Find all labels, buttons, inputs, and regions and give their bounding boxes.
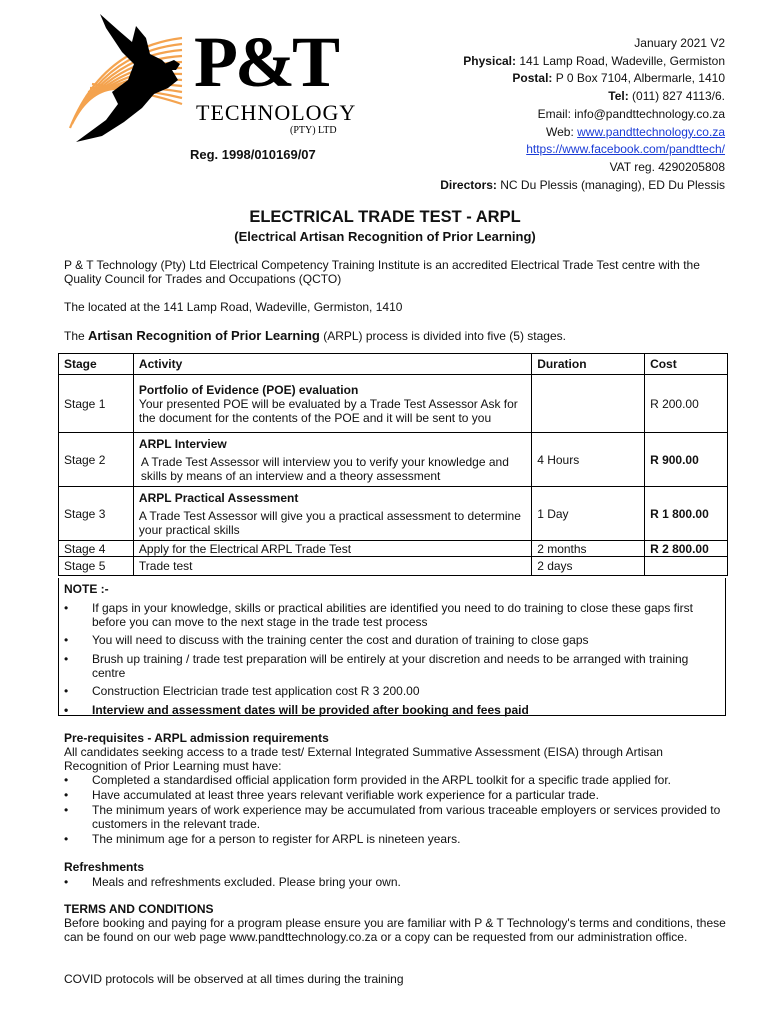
stage-cell: Stage 4 xyxy=(59,541,134,557)
cost-cell: R 200.00 xyxy=(645,375,728,433)
intro-accreditation: P & T Technology (Pty) Ltd Electrical Competency Training Institute is an accredited Electrical Trade Test centre with the Quality Council for Trades and Occupations (QCTO) xyxy=(64,258,700,286)
cost-cell: R 900.00 xyxy=(645,433,728,487)
stage-cell: Stage 1 xyxy=(59,375,134,433)
header-duration: Duration xyxy=(532,354,645,375)
website-link[interactable]: www.pandttechnology.co.za xyxy=(577,124,725,139)
bullet-icon: • xyxy=(64,684,69,698)
cost-cell: R 1 800.00 xyxy=(645,487,728,541)
header-stage: Stage xyxy=(59,354,134,375)
refreshments-title: Refreshments xyxy=(64,860,145,874)
activity-cell xyxy=(133,487,531,541)
activity-text: Your presented POE will be evaluated by a Trade Test Assessor Ask for the document for the contents of the POE and it will be sent to you xyxy=(138,396,518,425)
activity-title: Portfolio of Evidence (POE) evaluation xyxy=(138,382,359,397)
terms-title: TERMS AND CONDITIONS xyxy=(64,902,214,916)
bullet-icon: • xyxy=(64,875,69,889)
stage-cell: Stage 3 xyxy=(59,487,134,541)
activity-cell xyxy=(133,375,531,433)
table-row xyxy=(59,541,728,557)
logo-suffix-text: (PTY) LTD xyxy=(290,125,337,136)
registration-number: Reg. 1998/010169/07 xyxy=(190,147,316,162)
stages-table xyxy=(58,353,728,576)
directors: Directors: NC Du Plessis (managing), ED Du Plessis xyxy=(440,177,725,192)
activity-title: ARPL Interview xyxy=(138,436,227,451)
table-row xyxy=(59,375,728,433)
stage-cell: Stage 5 xyxy=(59,557,134,576)
header-cost: Cost xyxy=(645,354,728,375)
logo-brand-text: TECHNOLOGY xyxy=(196,100,357,125)
table-header-row xyxy=(59,354,728,375)
bullet-icon: • xyxy=(64,832,69,846)
contact-block xyxy=(440,35,725,194)
activity-title: ARPL Practical Assessment xyxy=(138,490,299,505)
email: Email: info@pandttechnology.co.za xyxy=(537,106,725,121)
bullet-icon: • xyxy=(64,633,69,647)
activity-cell xyxy=(133,433,531,487)
postal-address: Postal: P 0 Box 7104, Albermarle, 1410 xyxy=(512,71,725,86)
activity-text: A Trade Test Assessor will give you a practical assessment to determine your practical skills xyxy=(138,508,521,537)
duration-cell: 2 days xyxy=(532,557,645,576)
terms-text: Before booking and paying for a program please ensure you are familiar with P & T Technology's terms and conditions, these can be found on our web page www.pandttechnology.co.za or a copy can be requested from our administration office. xyxy=(64,916,726,944)
page-subtitle: (Electrical Artisan Recognition of Prior Learning) xyxy=(234,229,536,244)
website: Web: www.pandttechnology.co.za xyxy=(546,124,725,139)
bullet-icon: • xyxy=(64,803,69,817)
cost-cell xyxy=(645,557,728,576)
bullet-icon: • xyxy=(64,703,69,717)
cost-cell: R 2 800.00 xyxy=(645,541,728,557)
prereq-title: Pre-requisites - ARPL admission requirements xyxy=(64,731,329,745)
bullet-icon: • xyxy=(64,788,69,802)
facebook xyxy=(440,141,725,159)
facebook-link[interactable]: https://www.facebook.com/pandttech/ xyxy=(526,142,725,157)
bullet-icon: • xyxy=(64,773,69,787)
prereq-intro: All candidates seeking access to a trade test/ External Integrated Summative Assessment (EISA) through Artisan Recognition of Prior Learning must have: xyxy=(64,745,663,773)
bullet-icon: • xyxy=(64,601,69,615)
telephone: Tel: (011) 827 4113/6. xyxy=(608,89,725,104)
table-row xyxy=(59,487,728,541)
table-row xyxy=(59,557,728,576)
covid-note: COVID protocols will be observed at all times during the training xyxy=(64,972,404,986)
activity-cell: Apply for the Electrical ARPL Trade Test xyxy=(133,541,531,557)
logo-pt-text: P&T xyxy=(194,22,337,102)
duration-cell: 1 Day xyxy=(532,487,645,541)
duration-cell: 2 months xyxy=(532,541,645,557)
vat-reg: VAT reg. 4290205808 xyxy=(609,159,725,174)
intro-location: The located at the 141 Lamp Road, Wadeville, Germiston, 1410 xyxy=(64,300,403,314)
intro-stages: The Artisan Recognition of Prior Learning (ARPL) process is divided into five (5) stages. xyxy=(64,328,566,343)
header-activity: Activity xyxy=(133,354,531,375)
stage-cell: Stage 2 xyxy=(59,433,134,487)
bullet-icon: • xyxy=(64,652,69,666)
version-label: January 2021 V2 xyxy=(634,36,725,50)
company-logo xyxy=(62,8,362,148)
duration-cell xyxy=(532,375,645,433)
activity-text: A Trade Test Assessor will interview you to verify your knowledge and skills by means of an interview and a theory assessment xyxy=(140,454,509,483)
duration-cell: 4 Hours xyxy=(532,433,645,487)
table-row xyxy=(59,433,728,487)
physical-address: Physical: 141 Lamp Road, Wadeville, Germiston xyxy=(463,53,725,68)
activity-cell: Trade test xyxy=(133,557,531,576)
note-title: NOTE :- xyxy=(64,582,109,596)
page-title: ELECTRICAL TRADE TEST - ARPL xyxy=(249,208,521,226)
